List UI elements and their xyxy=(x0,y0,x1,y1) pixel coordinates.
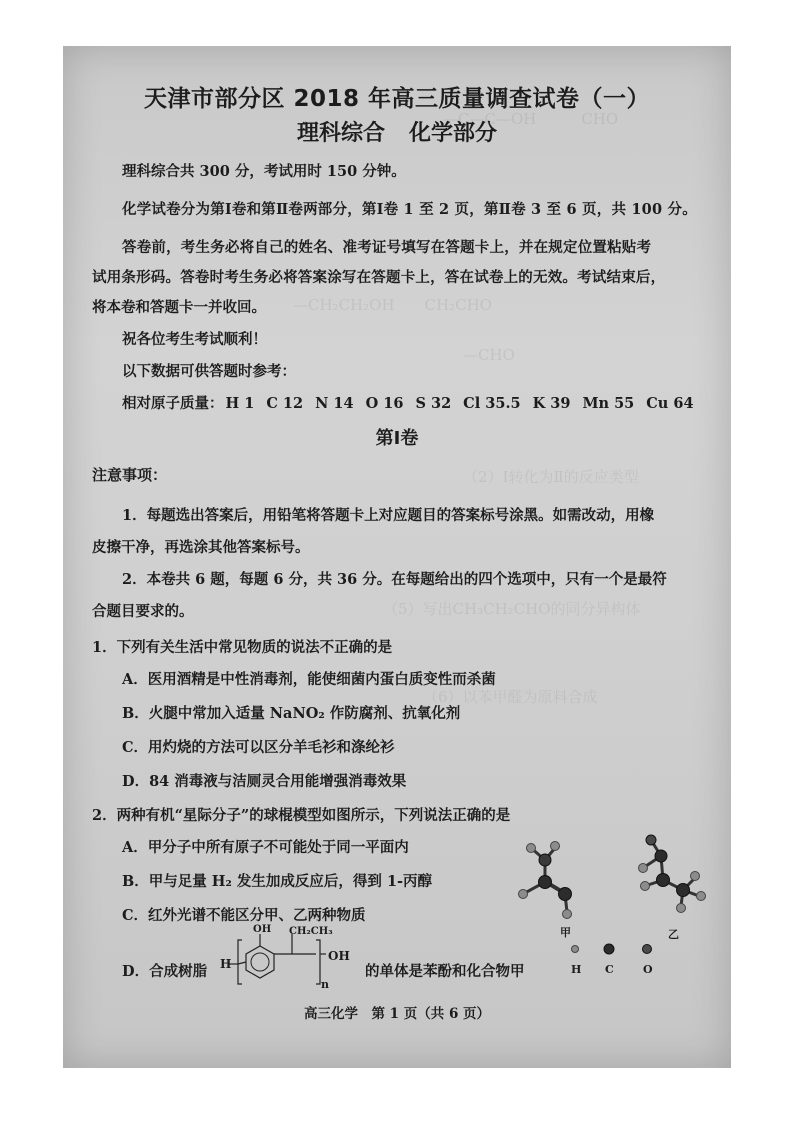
mass-cl: Cl 35.5 xyxy=(463,395,521,412)
notice-heading: 注意事项： xyxy=(92,466,168,484)
mass-s: S 32 xyxy=(415,395,452,412)
mass-n: N 14 xyxy=(315,395,354,412)
resin-repeat-n: n xyxy=(321,978,329,991)
notice-item-2b: 合题目要求的。 xyxy=(92,603,194,620)
notice-item-2a: 2．本卷共 6 题，每题 6 分，共 36 分。在每题给出的四个选项中，只有一个是最符 xyxy=(122,571,667,588)
mass-cu: Cu 64 xyxy=(646,395,694,412)
intro-reference: 以下数据可供答题时参考： xyxy=(122,363,296,380)
question-1-option-d: D．84 消毒液与洁厕灵合用能增强消毒效果 xyxy=(122,773,407,790)
legend-hydrogen: H xyxy=(571,963,582,976)
mass-mn: Mn 55 xyxy=(582,395,635,412)
subtitle-subject: 理科综合 xyxy=(296,121,385,146)
intro-score-time: 理科综合共 300 分，考试用时 150 分钟。 xyxy=(122,163,406,180)
resin-side-chain: CH₂CH₃ xyxy=(289,926,333,937)
notice-item-1b: 皮擦干净，再选涂其他答案标号。 xyxy=(92,539,310,556)
molecule-b-label: 乙 xyxy=(668,928,679,941)
molecule-a-ball-stick-model xyxy=(515,824,595,924)
resin-oh-top: OH xyxy=(253,924,272,935)
molecule-a-label: 甲 xyxy=(560,926,571,939)
mass-c: C 12 xyxy=(266,395,304,412)
exam-title: 天津市部分区 2018 年高三质量调查试卷（一） xyxy=(143,86,651,112)
question-1-option-c: C．用灼烧的方法可以区分羊毛衫和涤纶衫 xyxy=(122,739,395,756)
question-2-option-a: A．甲分子中所有原子不可能处于同一平面内 xyxy=(122,839,409,856)
intro-structure: 化学试卷分为第Ⅰ卷和第Ⅱ卷两部分，第Ⅰ卷 1 至 2 页，第Ⅱ卷 3 至 6 页，共 100 分。 xyxy=(122,201,697,218)
bleed-through-text: —CH₂CH₂OH CH₂CHO xyxy=(293,296,492,314)
question-2-option-d-suffix: 的单体是苯酚和化合物甲 xyxy=(365,963,525,980)
legend-oxygen: O xyxy=(643,963,653,976)
bleed-through-text: （5）写出CH₃CH₂CHO的同分异构体 xyxy=(383,600,641,618)
molecule-b-ball-stick-model xyxy=(637,826,717,926)
legend-carbon: C xyxy=(605,963,614,976)
intro-instructions-2: 试用条形码。答卷时考生务必将答案涂写在答题卡上，答在试卷上的无效。考试结束后， xyxy=(92,269,666,286)
question-1-stem: 1．下列有关生活中常见物质的说法不正确的是 xyxy=(92,639,393,656)
intro-instructions-1: 答卷前，考生务必将自己的姓名、准考证号填写在答题卡上，并在规定位置粘贴考 xyxy=(122,239,652,256)
mass-o: O 16 xyxy=(365,395,404,412)
question-2-option-d-prefix: D．合成树脂 xyxy=(122,963,208,980)
atom-legend-balls xyxy=(563,941,663,961)
exam-page xyxy=(63,46,731,1068)
notice-item-1a: 1．每题选出答案后，用铅笔将答题卡上对应题目的答案标号涂黑。如需改动，用橡 xyxy=(122,507,655,524)
resin-end-h: H xyxy=(220,957,232,971)
page-footer: 高三化学 第 1 页（共 6 页） xyxy=(303,1006,491,1022)
subtitle-part: 化学部分 xyxy=(409,121,498,146)
bleed-through-text: —C—C—OH CHO xyxy=(443,110,619,128)
question-1-option-a: A．医用酒精是中性消毒剂，能使细菌内蛋白质变性而杀菌 xyxy=(122,671,496,688)
question-1-option-b: B．火腿中常加入适量 NaNO₂ 作防腐剂、抗氧化剂 xyxy=(122,705,461,722)
exam-subtitle xyxy=(63,116,731,147)
section-title: 第Ⅰ卷 xyxy=(375,428,419,449)
mass-k: K 39 xyxy=(532,395,571,412)
bleed-through-text: （6）以苯甲醛为原料合成 xyxy=(423,688,598,706)
intro-wish: 祝各位考生考试顺利！ xyxy=(122,331,267,348)
question-2-option-c: C．红外光谱不能区分甲、乙两种物质 xyxy=(122,907,366,924)
resin-end-oh: OH xyxy=(328,949,350,963)
bleed-through-text: —CHO xyxy=(463,346,515,364)
question-2-option-b: B．甲与足量 H₂ 发生加成反应后，得到 1-丙醇 xyxy=(122,873,433,890)
intro-instructions-3: 将本卷和答题卡一并收回。 xyxy=(92,299,266,316)
mass-h: H 1 xyxy=(225,395,255,412)
question-2-stem: 2．两种有机“星际分子”的球棍模型如图所示，下列说法正确的是 xyxy=(92,807,511,824)
bleed-through-text: （2）Ⅰ转化为Ⅱ的反应类型 xyxy=(463,468,639,486)
atomic-masses-label: 相对原子质量： xyxy=(122,395,224,412)
atomic-masses xyxy=(122,392,706,413)
